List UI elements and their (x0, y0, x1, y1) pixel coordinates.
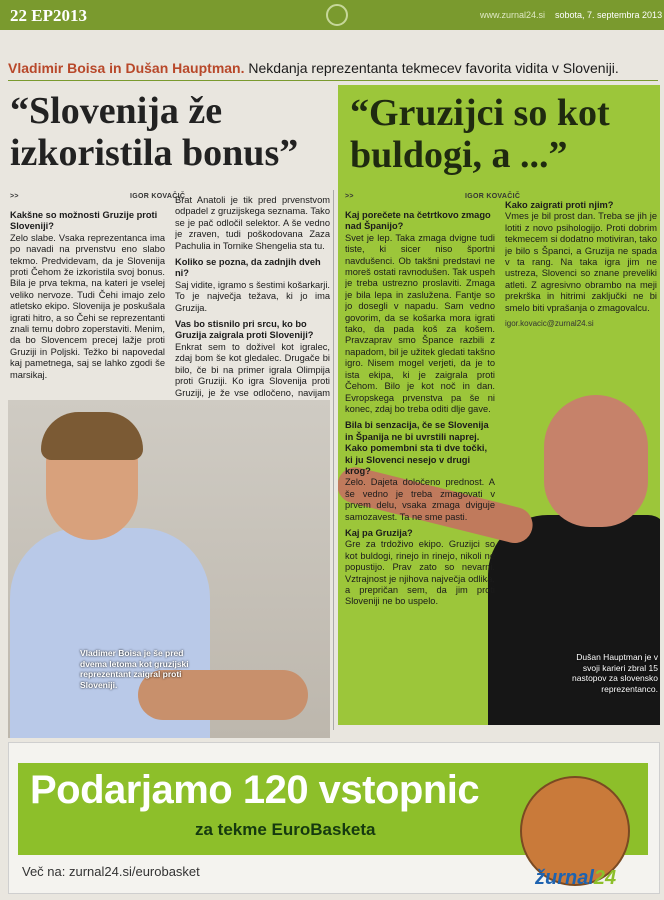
headline-right: “Gruzijci so kot buldogi, a ...” (350, 92, 610, 176)
ad-subtitle: za tekme EuroBasketa (195, 820, 376, 839)
site-url: www.zurnal24.si (480, 10, 546, 20)
interview-question: Vas bo stisnilo pri srcu, ko bo Gruzija zaigrala proti Sloveniji? (175, 319, 314, 341)
interview-answer: Saj vidite, igramo s šestimi košarkarji. To je največja težava, ki jo ima Gruzija. (175, 279, 330, 313)
interview-answer: Svet je lep. Taka zmaga dvigne tudi tiste, ki sicer niso športni navdušenci. Ob takšni predstavi ne moreš ostati ravnodušen. Tak uspeh je treba ustrezno proslaviti. Zmaga je bila lepa in zaslužena. Fantje so jo dosegli v napadu. Sam vedno govorim, da se košarka mora igrati tako, da pada koš za košem. Pravzaprav smo Špance razbili z napadom, bil je užitek gledati takšno igro. Nisem mogel verjeti, da je to ista ekipa, ki je zaigrala proti Čehom. Bilo je kot noč in dan. Evropskega prvenstva pa še ni konec, zdaj bo treba oditi dlje gave. (345, 232, 495, 414)
face (544, 395, 648, 527)
author-name: IGOR KOVAČIČ (130, 193, 186, 200)
kicker-names: Vladimir Boisa in Dušan Hauptman. (8, 60, 245, 76)
basketball-icon (326, 4, 348, 26)
page-header (0, 0, 664, 30)
logo-number: 24 (593, 867, 617, 889)
page-number: 22 EP2013 (10, 6, 87, 25)
author-name: IGOR KOVAČIČ (465, 193, 521, 200)
right-column-2 (505, 195, 657, 329)
left-column-1 (10, 205, 165, 381)
article-kicker (8, 60, 658, 81)
zurnal24-logo (535, 867, 616, 890)
ad-link[interactable]: Več na: zurnal24.si/eurobasket (22, 864, 200, 879)
headline-left: “Slovenija že izkoristila bonus” (10, 90, 299, 174)
interview-question: Kako zaigrati proti njim? (505, 200, 614, 210)
interview-question: Bila bi senzacija, če se Slovenija in Španija ne bi uvrstili naprej. Kako pomembni sta ti dve točki, ki ju Slovenci nesejo v drugi krog? (345, 420, 489, 476)
interview-answer: Vmes je bil prost dan. Treba se jih je lotiti z novo psihologijo. Proti dobrim tekmecem si dodatno motiviran, tako je bilo s Španci, a Gruzija ne spada v ta rang. Na taka igra jim ne ustreza, Slovenci so znane preveliki atleti. Z agresivno obrambo na meji prekrška in hitrimi zaključki ne bi smelo biti vprašanja o zmagovalcu. (505, 211, 657, 313)
interview-question: Koliko se pozna, da zadnjih dveh ni? (175, 257, 321, 279)
column-divider (333, 190, 334, 730)
interview-question: Kaj porečete na četrtkovo zmago nad Španijo? (345, 210, 491, 232)
interview-answer: Gre za trdoživo ekipo. Gruzijci so kot buldogi, rinejo in rinejo, nikoli ne popustijo. Prav zato so nevarni. Vztrajnost je njihova največja odlika, a prepričan sem, da jim proti Sloveniji ne bo uspelo. (345, 539, 495, 607)
ad-title: Podarjamo 120 vstopnic (30, 768, 480, 812)
caption-boisa: Vladimer Boisa je še pred dvema letoma kot gruzijski reprezentant zaigral proti Sloveniji. (80, 648, 189, 690)
interview-question: Kaj pa Gruzija? (345, 527, 413, 538)
author-email[interactable]: igor.kovacic@zurnal24.si (505, 319, 594, 329)
interview-answer: Zelo slabe. Vsaka reprezentanca ima po navadi na prvenstvu eno slabo tekmo. Predvidevam, da je Slovenija proti Čehom že izkoristila svoj bonus. Bila je prva tekma, na kateri je vselej veliko nervoze. Tudi Čehi imajo zelo atletsko ekipo. Slovenija je poskušala igrati hitro, a so Čehi se reprezentanti znali temu dobro zoperstaviti. Menim, da bo Slovencem precej lažje proti Gruziji in Poljski. Težko bi napovedal kaj pametnega, saj se lahko zgodi še marsikaj. (10, 232, 165, 380)
logo-text: žurnal (535, 867, 594, 889)
issue-date: sobota, 7. septembra 2013 (555, 10, 663, 20)
interview-answer: Zelo. Dajeta določeno prednost. A še vedno je treba zmagovati v prvem delu, vsaka zmaga dviguje samozavest. Ta ne sme pasti. (345, 477, 495, 522)
interview-answer: Enkrat sem to doživel kot igralec, zdaj bom še kot gledalec. Drugače bi bilo, če bi na primer igrala Olimpija proti Gruziji. Ko igra Slovenija proti Gruziji, je že vse odločeno, navijam (175, 341, 330, 398)
interview-question: Kakšne so možnosti Gruzije proti Sloveniji? (10, 210, 158, 232)
kicker-text: Nekdanja reprezentanta tekmecev favorita vidita v Sloveniji. (244, 60, 619, 76)
caption-hauptman: Dušan Hauptman je v svoji karieri zbral 15 nastopov za slovensko reprezentanco. (572, 652, 658, 694)
right-column-1 (345, 205, 495, 608)
interview-answer: Brat Anatoli je tik pred prvenstvom odpadel z gruzijskega seznama. Tako se je pač odločil selektor. A še vedno je zraven, tudi poškodovana Zaza Pachulia in Tornike Shengelia sta tu. (175, 195, 330, 251)
hair (41, 412, 143, 460)
